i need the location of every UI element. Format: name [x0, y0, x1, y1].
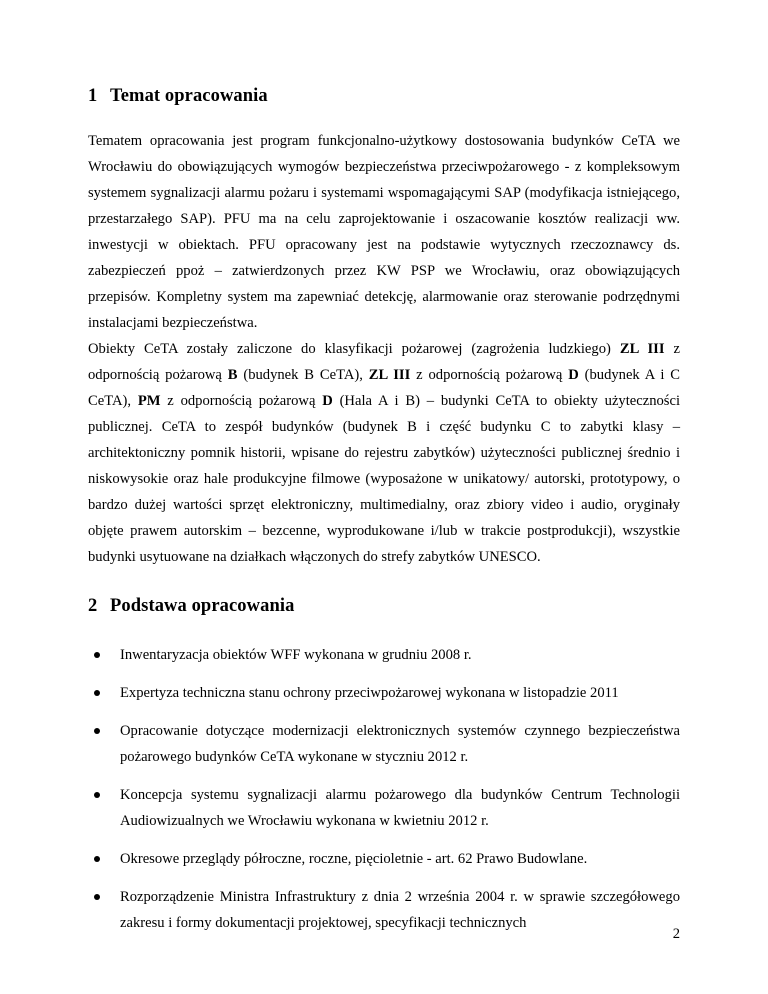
text-run: z odpornością pożarową [410, 367, 569, 383]
text-run: (budynek B CeTA), [237, 367, 369, 383]
text-run: z odpornością pożarową [88, 341, 680, 383]
bold-run: PM [137, 393, 161, 409]
list-item-text: Rozporządzenie Ministra Infrastruktury z dnia 2 września 2004 r. w sprawie szczegółowego zakresu i formy dokumentacji projektowej, specyfikacji technicznych [120, 889, 680, 931]
list-item [88, 782, 680, 834]
bullet-icon [94, 690, 100, 696]
section-heading-2 [88, 596, 294, 617]
list-item [88, 718, 680, 770]
intro-paragraph: Tematem opracowania jest program funkcjonalno-użytkowy dostosowania budynków CeTA we Wrocławiu do obowiązujących wymogów bezpieczeństwa przeciwpożarowego - z kompleksowym systemem sygnalizacji alarmu pożaru i systemami wspomagającymi SAP (modyfikacja istniejącego, przestarzałego SAP). PFU ma na celu zaprojektowanie i oszacowanie kosztów realizacji ww. inwestycji w obiektach. PFU opracowany jest na podstawie wytycznych rzeczoznawcy ds. zabezpieczeń ppoż – zatwierdzonych przez KW PSP we Wrocławiu, oraz obowiązujących przepisów. Kompletny system ma zapewniać detekcję, alarmowanie oraz sterowanie podrzędnymi instalacjami bezpieczeństwa. [88, 133, 680, 331]
section-number: 2 [88, 596, 98, 616]
text-run: (budynek A i C CeTA), [88, 367, 680, 409]
text-run: (Hala A i B) – budynki CeTA to obiekty użyteczności publicznej. CeTA to zespół budynków (budynek B i część budynku C to zabytki klasy – architektoniczny pomnik historii, wpisane do rejestru zabytków) użyteczności publicznej średnio i niskowysokie oraz hale produkcyjne filmowe (wyposażone w unikatowy/ autorski, prototypowy, o bardzo dużej wartości sprzęt elektroniczny, multimedialny, oraz zbiory video i audio, oryginały objęte prawem autorskim – bezcenne, wyprodukowane i/lub w trakcie postprodukcji), wszystkie budynki usytuowane na działkach włączonych do strefy zabytków UNESCO. [88, 393, 681, 565]
list-item [88, 680, 680, 706]
list-item-text: Inwentaryzacja obiektów WFF wykonana w grudniu 2008 r. [120, 647, 472, 663]
text-run: Obiekty CeTA zostały zaliczone do klasyfikacji pożarowej (zagrożenia ludzkiego) [88, 341, 620, 357]
list-item [88, 642, 680, 668]
bold-run: ZL III [619, 341, 665, 357]
section-title: Podstawa opracowania [110, 596, 295, 616]
section-heading-1 [88, 86, 268, 107]
section-number: 1 [88, 86, 98, 106]
list-item-text: Expertyza techniczna stanu ochrony przeciwpożarowej wykonana w listopadzie 2011 [120, 685, 619, 701]
bullet-icon [94, 728, 100, 734]
bullet-icon [94, 894, 100, 900]
bullet-icon [94, 652, 100, 658]
list-item-text: Koncepcja systemu sygnalizacji alarmu pożarowego dla budynków Centrum Technologii Audiowizualnych we Wrocławiu wykonana w kwietniu 2012 r. [120, 787, 680, 829]
list-item-text: Okresowe przeglądy półroczne, roczne, pięcioletnie - art. 62 Prawo Budowlane. [120, 851, 588, 867]
bold-run: D [568, 367, 579, 383]
section-title: Temat opracowania [110, 86, 268, 106]
text-run: z odpornością pożarową [160, 393, 323, 409]
bold-run: B [227, 367, 238, 383]
classification-paragraph [88, 336, 680, 570]
page-number: 2 [672, 926, 680, 942]
bold-run: ZL III [368, 367, 411, 383]
bullet-icon [94, 792, 100, 798]
list-item [88, 846, 680, 872]
bold-run: D [322, 393, 333, 409]
list-item [88, 884, 680, 936]
sources-list [88, 642, 680, 948]
list-item-text: Opracowanie dotyczące modernizacji elektronicznych systemów czynnego bezpieczeństwa pożarowego budynków CeTA wykonane w styczniu 2012 r. [120, 723, 680, 765]
bullet-icon [94, 856, 100, 862]
